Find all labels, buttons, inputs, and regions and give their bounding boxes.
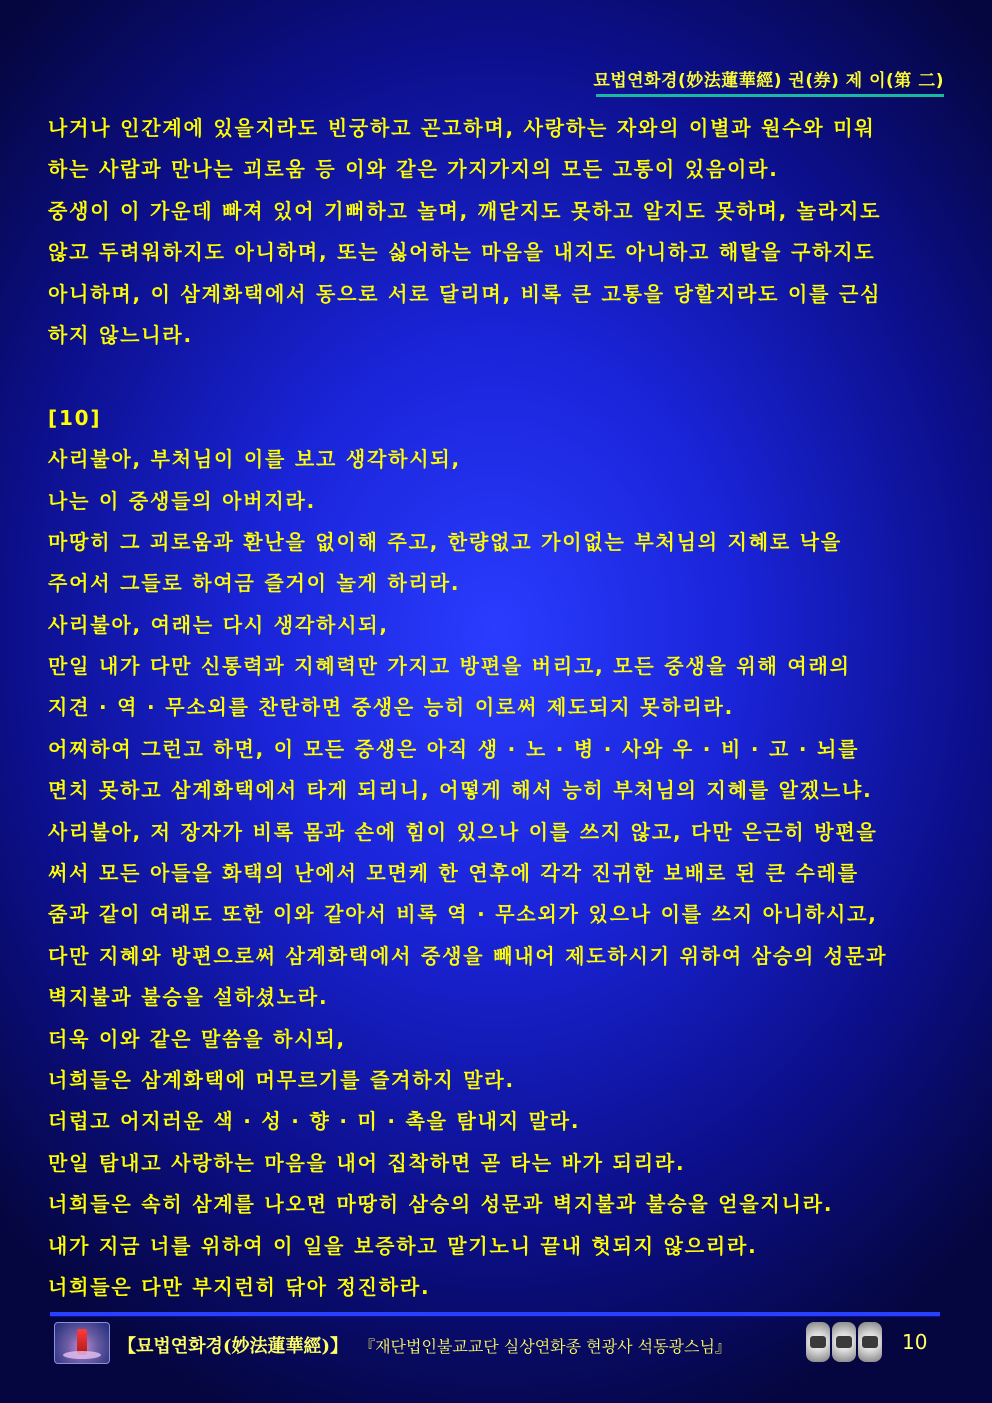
text-line: 하는 사람과 만나는 괴로움 등 이와 같은 가지가지의 모든 고통이 있음이라. xyxy=(48,157,779,182)
text-line: 만일 탐내고 사랑하는 마음을 내어 집착하면 곧 타는 바가 되리라. xyxy=(48,1150,686,1175)
header-title: 묘법연화경(妙法蓮華經) 권(券) 제 이(第 二) xyxy=(593,71,944,91)
text-line: 써서 모든 아들을 화택의 난에서 모면케 한 연후에 각각 진귀한 보배로 된 큰 수레를 xyxy=(48,861,859,886)
text-line: 나거나 인간계에 있을지라도 빈궁하고 곤고하며, 사랑하는 자와의 이별과 원수와 미워 xyxy=(48,116,876,140)
text-line: 나는 이 중생들의 아버지라. xyxy=(48,488,317,513)
footer-rule xyxy=(50,1312,940,1316)
body-text xyxy=(48,108,953,1308)
text-line: 더럽고 어지러운 색 · 성 · 향 · 미 · 촉을 탐내지 말라. xyxy=(48,1109,581,1134)
text-line: 면치 못하고 삼계화택에서 타게 되리니, 어떻게 해서 능히 부처님의 지혜를 알겠느냐. xyxy=(48,778,873,803)
lotus-base-shape xyxy=(63,1351,101,1359)
seal-icon xyxy=(858,1322,882,1362)
text-line: 줌과 같이 여래도 또한 이와 같아서 비록 역 · 무소외가 있으나 이를 쓰지 아니하시고, xyxy=(48,902,878,927)
page-number: 10 xyxy=(902,1330,928,1354)
seal-icon xyxy=(832,1322,856,1362)
text-line: 너희들은 삼계화택에 머무르기를 즐겨하지 말라. xyxy=(48,1067,515,1092)
text-line: 다만 지혜와 방편으로써 삼계화택에서 중생을 빼내어 제도하시기 위하여 삼승의 성문과 xyxy=(48,943,888,968)
page-header xyxy=(593,66,944,97)
text-line: 마땅히 그 괴로움과 환난을 없이해 주고, 한량없고 가이없는 부처님의 지혜로 낙을 xyxy=(48,529,842,554)
text-line: 사리불아, 부처님이 이를 보고 생각하시되, xyxy=(48,447,461,472)
text-line: 너희들은 속히 삼계를 나오면 마땅히 삼승의 성문과 벽지불과 불승을 얻을지니라. xyxy=(48,1192,834,1217)
seal-icon xyxy=(806,1322,830,1362)
text-line: 내가 지금 너를 위하여 이 일을 보증하고 맡기노니 끝내 헛되지 않으리라. xyxy=(48,1233,758,1258)
text-line: 사리불아, 여래는 다시 생각하시되, xyxy=(48,612,389,637)
footer-book-title: 【묘법연화경(妙法蓮華經)】 xyxy=(118,1336,348,1357)
triple-seal-icon xyxy=(806,1322,882,1362)
text-line: 하지 않느니라. xyxy=(48,322,193,347)
lotus-flame-logo-icon xyxy=(54,1322,110,1364)
text-line: 주어서 그들로 하여금 즐거이 놀게 하리라. xyxy=(48,571,461,596)
text-line: 중생이 이 가운데 빠져 있어 기뻐하고 놀며, 깨닫지도 못하고 알지도 못하며, 놀라지도 xyxy=(48,198,882,223)
footer-organization: 『재단법인불교교단 실상연화종 현광사 석동광스님』 xyxy=(359,1337,731,1356)
blank-line xyxy=(48,356,953,397)
text-line: 너희들은 다만 부지런히 닦아 정진하라. xyxy=(48,1274,431,1299)
text-line: 아니하며, 이 삼계화택에서 동으로 서로 달리며, 비록 큰 고통을 당할지라도 이를 근심 xyxy=(48,281,882,306)
footer-caption xyxy=(118,1332,731,1358)
section-number: [10] xyxy=(48,405,102,430)
text-line: 더욱 이와 같은 말씀을 하시되, xyxy=(48,1026,346,1051)
text-line: 사리불아, 저 장자가 비록 몸과 손에 힘이 있으나 이를 쓰지 않고, 다만 은근히 방편을 xyxy=(48,819,878,844)
text-line: 지견 · 역 · 무소외를 찬탄하면 중생은 능히 이로써 제도되지 못하리라. xyxy=(48,695,735,720)
text-line: 만일 내가 다만 신통력과 지혜력만 가지고 방편을 버리고, 모든 중생을 위해 여래의 xyxy=(48,654,851,679)
text-line: 벽지불과 불승을 설하셨노라. xyxy=(48,985,329,1010)
text-line: 어찌하여 그런고 하면, 이 모든 중생은 아직 생 · 노 · 병 · 사와 우 · 비 · 고 · 뇌를 xyxy=(48,736,860,761)
header-rule xyxy=(596,94,944,97)
text-line: 않고 두려워하지도 아니하며, 또는 싫어하는 마음을 내지도 아니하고 해탈을 구하지도 xyxy=(48,240,876,265)
page-footer xyxy=(50,1322,940,1366)
